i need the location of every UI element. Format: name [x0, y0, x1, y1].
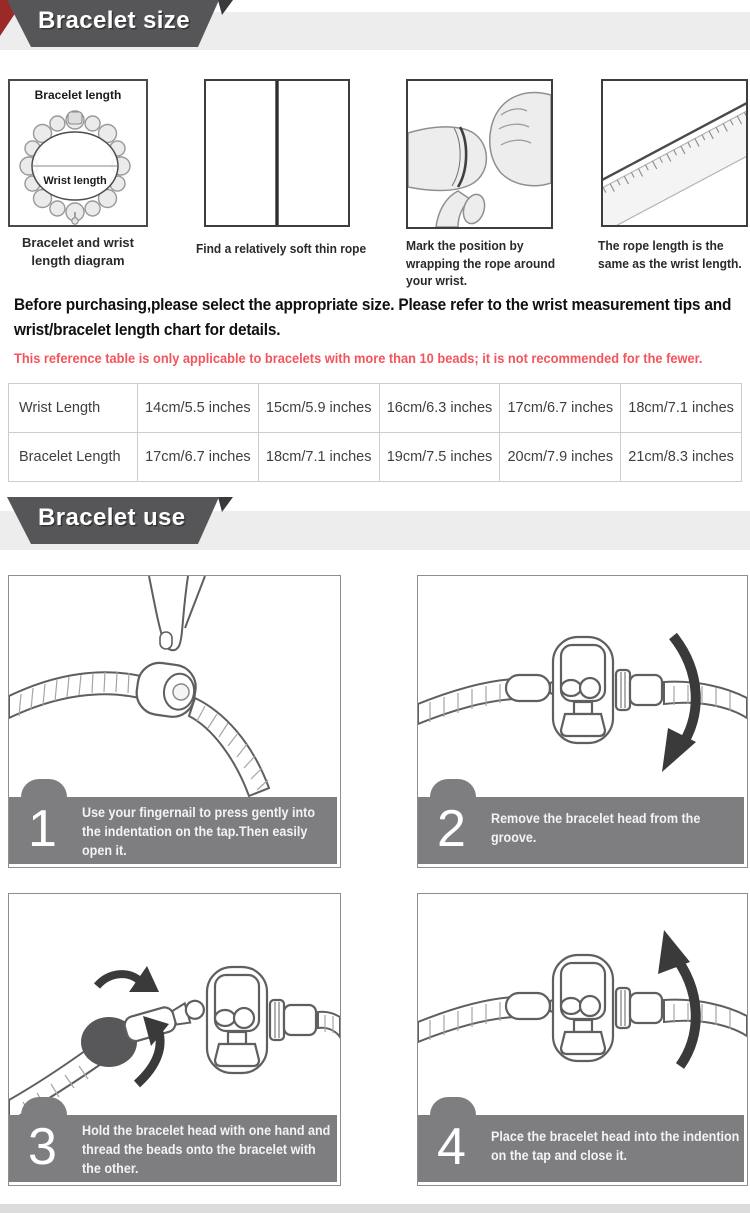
panel-rope: [204, 79, 350, 227]
step1-caption-bar: [9, 797, 337, 864]
table-cell: 18cm/7.1 inches: [621, 384, 742, 433]
label-wrist-length: Wrist length: [43, 175, 107, 187]
step4-illustration: [418, 894, 747, 1116]
table-cell: 21cm/8.3 inches: [621, 433, 742, 482]
section-header-bracelet-use: [0, 497, 240, 549]
step-panel-1: [8, 575, 341, 868]
step4-instruction: Place the bracelet head into the indention on the tap and close it.: [491, 1129, 740, 1163]
bottom-divider: [0, 1204, 750, 1213]
panel-bracelet-diagram: [8, 79, 148, 227]
step2-caption-bar: [418, 797, 744, 864]
table-cell: 19cm/7.5 inches: [379, 433, 500, 482]
rope-illustration: [206, 81, 348, 225]
step-panel-3: [8, 893, 341, 1186]
ruler-illustration: [603, 81, 746, 225]
table-cell: 17cm/6.7 inches: [500, 384, 621, 433]
table-cell: 14cm/5.5 inches: [138, 384, 259, 433]
wrist-wrap-illustration: [408, 81, 551, 227]
step-panel-4: [417, 893, 748, 1186]
panel-ruler: [601, 79, 748, 227]
section-title: Bracelet use: [38, 504, 186, 531]
step1-illustration: [9, 576, 340, 798]
step1-instruction: Use your fingernail to press gently into the indentation on the tap.Then easily open it.: [82, 805, 316, 858]
step3-number: 3: [28, 1118, 57, 1176]
caption-ruler: The rope length is the same as the wrist length.: [598, 238, 742, 271]
row-header-wrist-length: Wrist Length: [9, 384, 138, 433]
caption-bracelet-diagram: Bracelet and wrist length diagram: [22, 235, 134, 268]
step3-illustration: [9, 894, 340, 1116]
panel-wrist-wrap: [406, 79, 553, 229]
table-row-bracelet: [9, 433, 742, 482]
step2-number: 2: [437, 800, 466, 858]
step4-number: 4: [437, 1118, 466, 1176]
step-panel-2: [417, 575, 748, 868]
caption-rope: Find a relatively soft thin rope: [196, 241, 367, 256]
step2-instruction: Remove the bracelet head from the groove.: [491, 811, 701, 845]
size-chart-table: [8, 383, 742, 482]
table-cell: 16cm/6.3 inches: [379, 384, 500, 433]
caption-wrist-wrap: Mark the position by wrapping the rope around your wrist.: [406, 238, 556, 289]
section-header-bracelet-size: [0, 0, 240, 52]
step2-illustration: [418, 576, 747, 798]
bracelet-diagram-illustration: [10, 81, 146, 225]
step4-caption-bar: [418, 1115, 744, 1182]
label-bracelet-length: Bracelet length: [34, 88, 122, 102]
step3-caption-bar: [9, 1115, 337, 1182]
step1-number: 1: [28, 800, 57, 858]
section-title: Bracelet size: [38, 7, 190, 34]
table-cell: 15cm/5.9 inches: [258, 384, 379, 433]
table-row-wrist: [9, 384, 742, 433]
table-cell: 17cm/6.7 inches: [138, 433, 259, 482]
reference-note-text: This reference table is only applicable to bracelets with more than 10 beads; it is not recommended for the fewer.: [14, 351, 703, 366]
purchase-intro-text: Before purchasing,please select the appropriate size. Please refer to the wrist measurement tips and wrist/bracelet length chart for details.: [14, 295, 732, 339]
table-cell: 20cm/7.9 inches: [500, 433, 621, 482]
row-header-bracelet-length: Bracelet Length: [9, 433, 138, 482]
step3-instruction: Hold the bracelet head with one hand and thread the beads onto the bracelet with the other.: [82, 1123, 331, 1176]
table-cell: 18cm/7.1 inches: [258, 433, 379, 482]
